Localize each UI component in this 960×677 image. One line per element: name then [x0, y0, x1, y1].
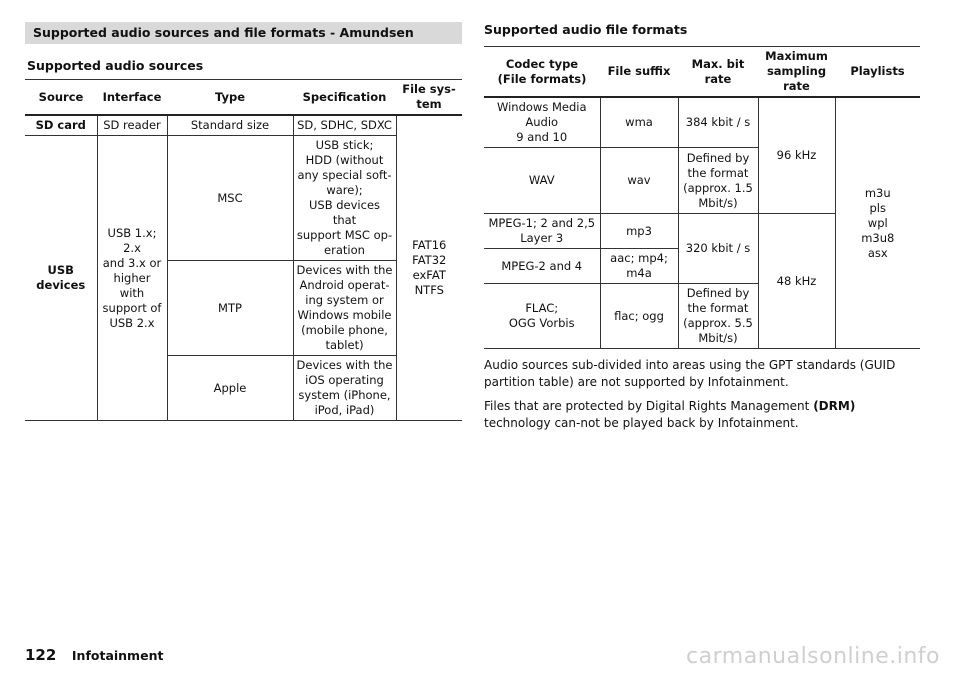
page-footer	[25, 645, 163, 664]
header-file-system: File sys- tem	[396, 80, 462, 116]
sampling-48: 48 kHz	[758, 214, 835, 349]
drm-note-start: Files that are protected by Digital Rights Management	[484, 399, 814, 413]
type-apple: Apple	[167, 356, 293, 421]
interface-usb: USB 1.x; 2.x and 3.x or higher with support of USB 2.x	[97, 136, 167, 421]
header-specification: Specification	[293, 80, 396, 116]
suffix-wav: wav	[600, 148, 678, 214]
suffix-mp3: mp3	[600, 214, 678, 249]
header-sampling: Maximum sampling rate	[758, 47, 835, 98]
header-codec: Codec type (File formats)	[484, 47, 600, 98]
file-formats-heading: Supported audio file formats	[484, 22, 688, 37]
source-usb: USB devices	[25, 136, 97, 421]
playlists-cell: m3u pls wpl m3u8 asx	[835, 97, 920, 349]
audio-sources-table	[25, 79, 462, 421]
type-msc: MSC	[167, 136, 293, 261]
bitrate-mp3-aac: 320 kbit / s	[678, 214, 758, 284]
bitrate-wav: Defined by the format (approx. 1.5 Mbit/s)	[678, 148, 758, 214]
sampling-96: 96 kHz	[758, 97, 835, 214]
spec-mtp: Devices with the Android operat- ing system or Windows mobile (mobile phone, tablet)	[293, 261, 396, 356]
header-suffix: File suffix	[600, 47, 678, 98]
right-column	[484, 22, 920, 439]
section-title: Supported audio sources and file formats - Amundsen	[25, 22, 462, 44]
spec-msc: USB stick; HDD (without any special soft- ware); USB devices that support MSC op- eration	[293, 136, 396, 261]
header-playlists: Playlists	[835, 47, 920, 98]
audio-sources-heading: Supported audio sources	[27, 58, 204, 73]
codec-wav: WAV	[484, 148, 600, 214]
drm-note-end: technology can-not be played back by Infotainment.	[484, 416, 799, 430]
suffix-aac: aac; mp4; m4a	[600, 249, 678, 284]
left-column	[25, 22, 462, 421]
bitrate-wma: 384 kbit / s	[678, 97, 758, 148]
drm-note	[484, 398, 920, 432]
page-number: 122	[25, 646, 57, 664]
type-mtp: MTP	[167, 261, 293, 356]
codec-wma: Windows Media Audio 9 and 10	[484, 97, 600, 148]
header-bitrate: Max. bit rate	[678, 47, 758, 98]
table-row	[25, 115, 462, 136]
footer-section: Infotainment	[71, 648, 164, 663]
bitrate-flac: Defined by the format (approx. 5.5 Mbit/s)	[678, 284, 758, 349]
gpt-note: Audio sources sub-divided into areas using the GPT standards (GUID partition table) are not supported by Infotainment.	[484, 358, 896, 389]
codec-mp3: MPEG-1; 2 and 2,5 Layer 3	[484, 214, 600, 249]
header-interface: Interface	[97, 80, 167, 116]
drm-term: (DRM)	[813, 399, 856, 413]
codec-aac: MPEG-2 and 4	[484, 249, 600, 284]
watermark: carmanualsonline.info	[686, 644, 940, 669]
spec-sd: SD, SDHC, SDXC	[293, 115, 396, 136]
file-system-cell: FAT16 FAT32 exFAT NTFS	[396, 115, 462, 421]
suffix-wma: wma	[600, 97, 678, 148]
codec-flac: FLAC; OGG Vorbis	[484, 284, 600, 349]
spec-apple: Devices with the iOS operating system (iPhone, iPod, iPad)	[293, 356, 396, 421]
table-row	[484, 97, 920, 148]
source-sd-card: SD card	[25, 115, 97, 136]
suffix-flac: flac; ogg	[600, 284, 678, 349]
file-formats-table	[484, 46, 920, 349]
interface-sd: SD reader	[97, 115, 167, 136]
header-type: Type	[167, 80, 293, 116]
header-source: Source	[25, 80, 97, 116]
type-sd: Standard size	[167, 115, 293, 136]
